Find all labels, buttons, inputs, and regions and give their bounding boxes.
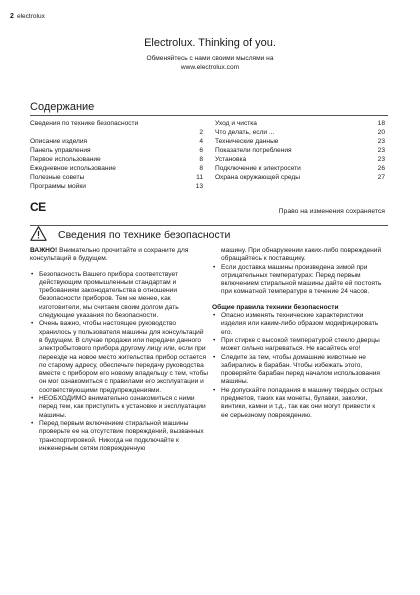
toc-entry[interactable] <box>215 128 385 137</box>
toc-entry-label: Подключение к электросети <box>215 165 301 172</box>
toc-entry-label: Показатели потребления <box>215 147 292 154</box>
toc-entry-label: Охрана окружающей среды <box>215 174 300 181</box>
toc-entry[interactable] <box>30 173 203 182</box>
toc-entry-label: Что делать, если ... <box>215 129 275 136</box>
toc-entry[interactable] <box>30 182 203 191</box>
toc-entry-label: Сведения по технике безопасности <box>30 120 139 127</box>
toc-entry-page: 23 <box>377 156 385 163</box>
toc-entry-page: 23 <box>377 138 385 145</box>
share-text: Обменяйтесь с нами своими мыслями на <box>146 55 274 62</box>
toc-entry-label: Панель управления <box>30 147 91 154</box>
toc-left-column <box>30 119 203 191</box>
toc-entry-label: Полезные советы <box>30 174 85 181</box>
ce-mark: CE <box>30 200 46 214</box>
toc-entry[interactable] <box>215 164 385 173</box>
toc-right-column <box>215 119 385 182</box>
toc-entry-page: 23 <box>377 147 385 154</box>
safety-bullet: • Следите за тем, чтобы домашние животные не забирались в барабан. Чтобы избежать этого, проверяйте барабан перед началом использования машины. <box>212 354 384 387</box>
safety-bullet: • Опасно изменять технические характеристики изделия или каким-либо образом модифицировать его. <box>212 312 384 337</box>
toc-entry-page: 18 <box>377 120 385 127</box>
safety-bullet: • При стирке с высокой температурой стекло дверцы может сильно нагреваться. Не касайтесь его! <box>212 337 384 354</box>
toc-entry-page: 20 <box>377 129 385 136</box>
safety-bullet: • Перед первым включением стиральной машины проверьте ее на отсутствие повреждений, вызванных транспортировкой. Никогда не подключайте к инженерным сетям поврежденную <box>30 420 208 453</box>
toc-entry-label: Уход и чистка <box>215 120 257 127</box>
toc-entry[interactable] <box>30 119 203 128</box>
toc-entry-page: 4 <box>199 138 203 145</box>
safety-intro <box>30 247 208 264</box>
toc-entry-label: Программы мойки <box>30 183 86 190</box>
toc-entry-page: 26 <box>377 165 385 172</box>
page-number: 2 <box>10 13 14 20</box>
toc-entry-page: 13 <box>195 183 203 190</box>
toc-entry[interactable] <box>30 155 203 164</box>
toc-entry-label: Ежедневное использование <box>30 165 116 172</box>
contents-title: Содержание <box>30 101 95 113</box>
toc-entry-page: 8 <box>199 156 203 163</box>
toc-entry[interactable] <box>30 137 203 146</box>
safety-bullet: • Если доставка машины произведена зимой при отрицательных температурах: Перед первым включением стиральной машины дайте ей постоять при комнатной температуре в течение 24 часов. <box>212 264 384 297</box>
toc-entry-label: Первое использование <box>30 156 101 163</box>
toc-entry-page: 11 <box>196 174 203 181</box>
toc-entry[interactable] <box>215 119 385 128</box>
toc-entry[interactable] <box>30 128 203 137</box>
toc-entry-page: 8 <box>199 165 203 172</box>
safety-bullet: • Безопасность Вашего прибора соответствует действующим промышленным стандартам и требованиям законодательства в отношении безопасности приборов. Тем не менее, как изготовители, мы считаем своим долгом дать следующие указания по безопасности. <box>30 271 208 321</box>
important-label: ВАЖНО! <box>30 247 58 254</box>
toc-entry[interactable] <box>215 146 385 155</box>
safety-bullet: • Очень важно, чтобы настоящее руководство хранилось у пользователя машины для консультаций в будущем. В случае продажи или передачи данного электробытового прибора другому лицу или, если при переезде на новое место жительства прибор остается по старому адресу, обеспечьте передачу руководства вместе с прибором его новому владельцу с тем, чтобы он мог ознакомиться с правилами его эксплуатации и соответствующими предупреждениями. <box>30 320 208 395</box>
safety-intro-text: Внимательно прочитайте и сохраните для консультаций в будущем. <box>30 247 189 263</box>
safety-section-title: Сведения по технике безопасности <box>58 229 231 241</box>
toc-entry-page: 2 <box>199 129 203 136</box>
toc-entry[interactable] <box>215 155 385 164</box>
section-divider <box>30 225 388 226</box>
warning-triangle-icon <box>30 225 47 242</box>
safety-right-column <box>212 247 384 420</box>
safety-left-column <box>30 247 208 453</box>
continued-text: машину. При обнаружении каких-либо повреждений обращайтесь к поставщику. <box>221 247 382 263</box>
rights-note: Право на изменения сохраняется <box>278 208 385 215</box>
contents-divider <box>30 115 388 116</box>
toc-entry[interactable] <box>215 173 385 182</box>
toc-entry-page: 6 <box>199 147 203 154</box>
toc-entry[interactable] <box>215 137 385 146</box>
tagline: Electrolux. Thinking of you. <box>144 37 276 49</box>
toc-entry[interactable] <box>30 164 203 173</box>
toc-entry-label: Описание изделия <box>30 138 88 145</box>
toc-entry[interactable] <box>30 146 203 155</box>
general-safety-title: Общие правила техники безопасности <box>212 303 339 311</box>
website-link[interactable]: www.electrolux.com <box>180 64 240 71</box>
toc-entry-label: Технические данные <box>215 138 279 145</box>
toc-entry-label: Установка <box>215 156 247 163</box>
brand-name: electrolux <box>17 13 45 20</box>
safety-bullet: • НЕОБХОДИМО внимательно ознакомиться с ними перед тем, как приступить к установке и эксплуатации машины. <box>30 395 208 420</box>
safety-bullet: • Не допускайте попадания в машину твердых острых предметов, таких как монеты, булавки, заколки, винтики, камни и т.д., так как они могут привести к ее серьезному повреждению. <box>212 387 384 420</box>
toc-entry-page: 27 <box>377 174 385 181</box>
